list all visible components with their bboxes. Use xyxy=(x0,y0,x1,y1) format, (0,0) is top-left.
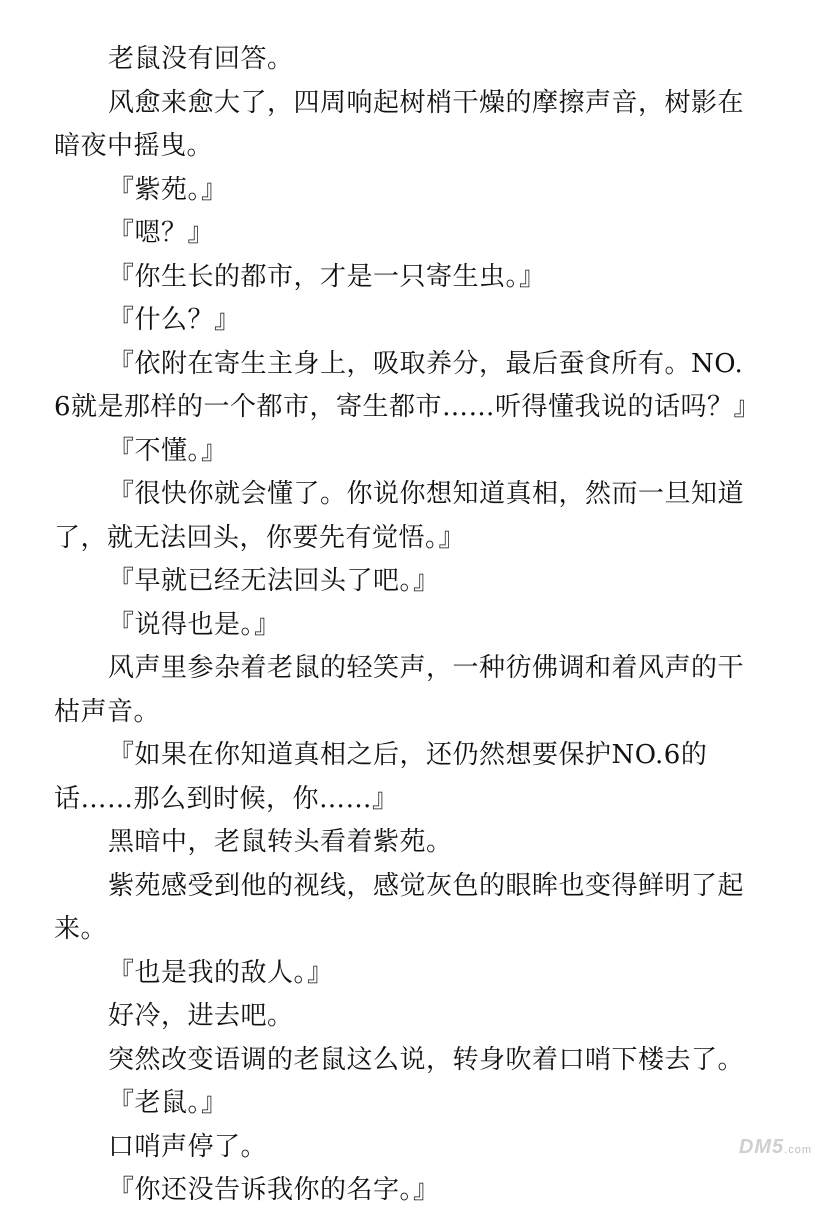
text-page xyxy=(54,38,761,1213)
paragraph: 风愈来愈大了，四周响起树梢干燥的摩擦声音，树影在暗夜中摇曳。 xyxy=(54,87,745,161)
paragraph: 『说得也是。』 xyxy=(108,609,281,640)
paragraph: 『依附在寄生主身上，吸取养分，最后蚕食所有。NO.6就是那样的一个都市，寄生都市……听得懂我说的话吗？』 xyxy=(54,348,761,422)
watermark-suffix: .com xyxy=(784,1144,812,1156)
paragraph: 紫苑感受到他的视线，感觉灰色的眼眸也变得鲜明了起来。 xyxy=(54,870,745,944)
paragraph: 老鼠没有回答。 xyxy=(108,44,294,74)
paragraph: 『早就已经无法回头了吧。』 xyxy=(108,566,440,596)
paragraph: 『紫苑。』 xyxy=(108,174,228,205)
paragraph: 风声里参杂着老鼠的轻笑声，一种彷佛调和着风声的干枯声音。 xyxy=(54,653,745,727)
paragraph: 口哨声停了。 xyxy=(108,1131,268,1162)
paragraph: 『你生长的都市，才是一只寄生虫。』 xyxy=(108,261,546,292)
watermark-brand: DM5 xyxy=(738,1136,785,1158)
paragraph: 『老鼠。』 xyxy=(108,1088,228,1118)
paragraph: 『很快你就会懂了。你说你想知道真相，然而一旦知道了，就无法回头，你要先有觉悟。』 xyxy=(54,479,745,553)
paragraph: 黑暗中，老鼠转头看着紫苑。 xyxy=(108,827,453,857)
watermark-logo xyxy=(739,1136,812,1159)
paragraph: 『不懂。』 xyxy=(108,435,228,466)
paragraph: 『如果在你知道真相之后，还仍然想要保护NO.6的话……那么到时候，你……』 xyxy=(54,740,708,814)
paragraph: 好冷，进去吧。 xyxy=(108,1001,294,1031)
paragraph: 『也是我的敌人。』 xyxy=(108,957,334,988)
paragraph: 『你还没告诉我你的名字。』 xyxy=(108,1175,440,1205)
paragraph: 『什么？』 xyxy=(108,305,241,335)
paragraph: 『嗯？』 xyxy=(108,218,215,248)
paragraph: 突然改变语调的老鼠这么说，转身吹着口哨下楼去了。 xyxy=(108,1044,745,1075)
